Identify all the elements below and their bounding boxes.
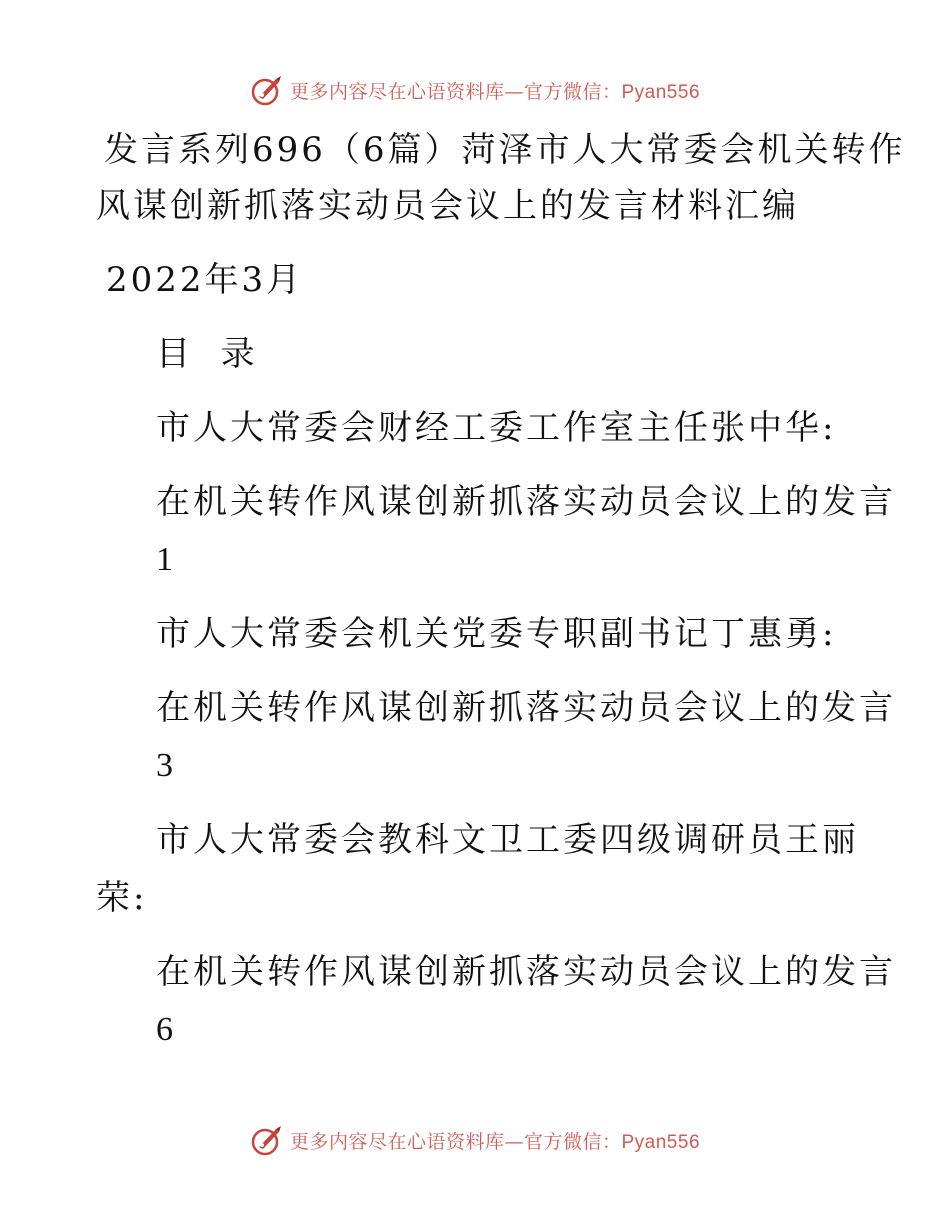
toc-heading: 目 录: [156, 334, 258, 374]
toc-entry-3-author-line-2: 荣:: [96, 878, 148, 918]
doc-title-line-1: 发言系列696（6篇）菏泽市人大常委会机关转作: [104, 130, 906, 170]
toc-entry-2-page: 3: [156, 747, 176, 784]
toc-entry-1-page: 1: [156, 541, 176, 578]
doc-date: 2022年3月: [106, 260, 304, 300]
footer-watermark: [0, 1120, 950, 1160]
watermark-text: 更多内容尽在心语资料库—官方微信：Pyan556: [289, 80, 701, 103]
doc-title-line-2: 风谋创新抓落实动员会议上的发言材料汇编: [96, 186, 799, 226]
toc-entry-2-title: 在机关转作风谋创新抓落实动员会议上的发言: [156, 688, 896, 728]
quill-logo-icon: [250, 1123, 284, 1157]
quill-logo-icon: [250, 73, 284, 107]
toc-entry-2-author: 市人大常委会机关党委专职副书记丁惠勇:: [156, 614, 837, 654]
toc-entry-3-title: 在机关转作风谋创新抓落实动员会议上的发言: [156, 952, 896, 992]
toc-entry-3-author-line-1: 市人大常委会教科文卫工委四级调研员王丽: [156, 820, 859, 860]
toc-entry-1-author: 市人大常委会财经工委工作室主任张中华:: [156, 408, 837, 448]
watermark-text: 更多内容尽在心语资料库—官方微信：Pyan556: [289, 1130, 701, 1153]
header-watermark: [0, 70, 950, 110]
wechat-id: Pyan556: [621, 81, 701, 103]
toc-entry-1-title: 在机关转作风谋创新抓落实动员会议上的发言: [156, 482, 896, 522]
wechat-id: Pyan556: [621, 1131, 701, 1153]
toc-entry-3-page: 6: [156, 1011, 176, 1048]
